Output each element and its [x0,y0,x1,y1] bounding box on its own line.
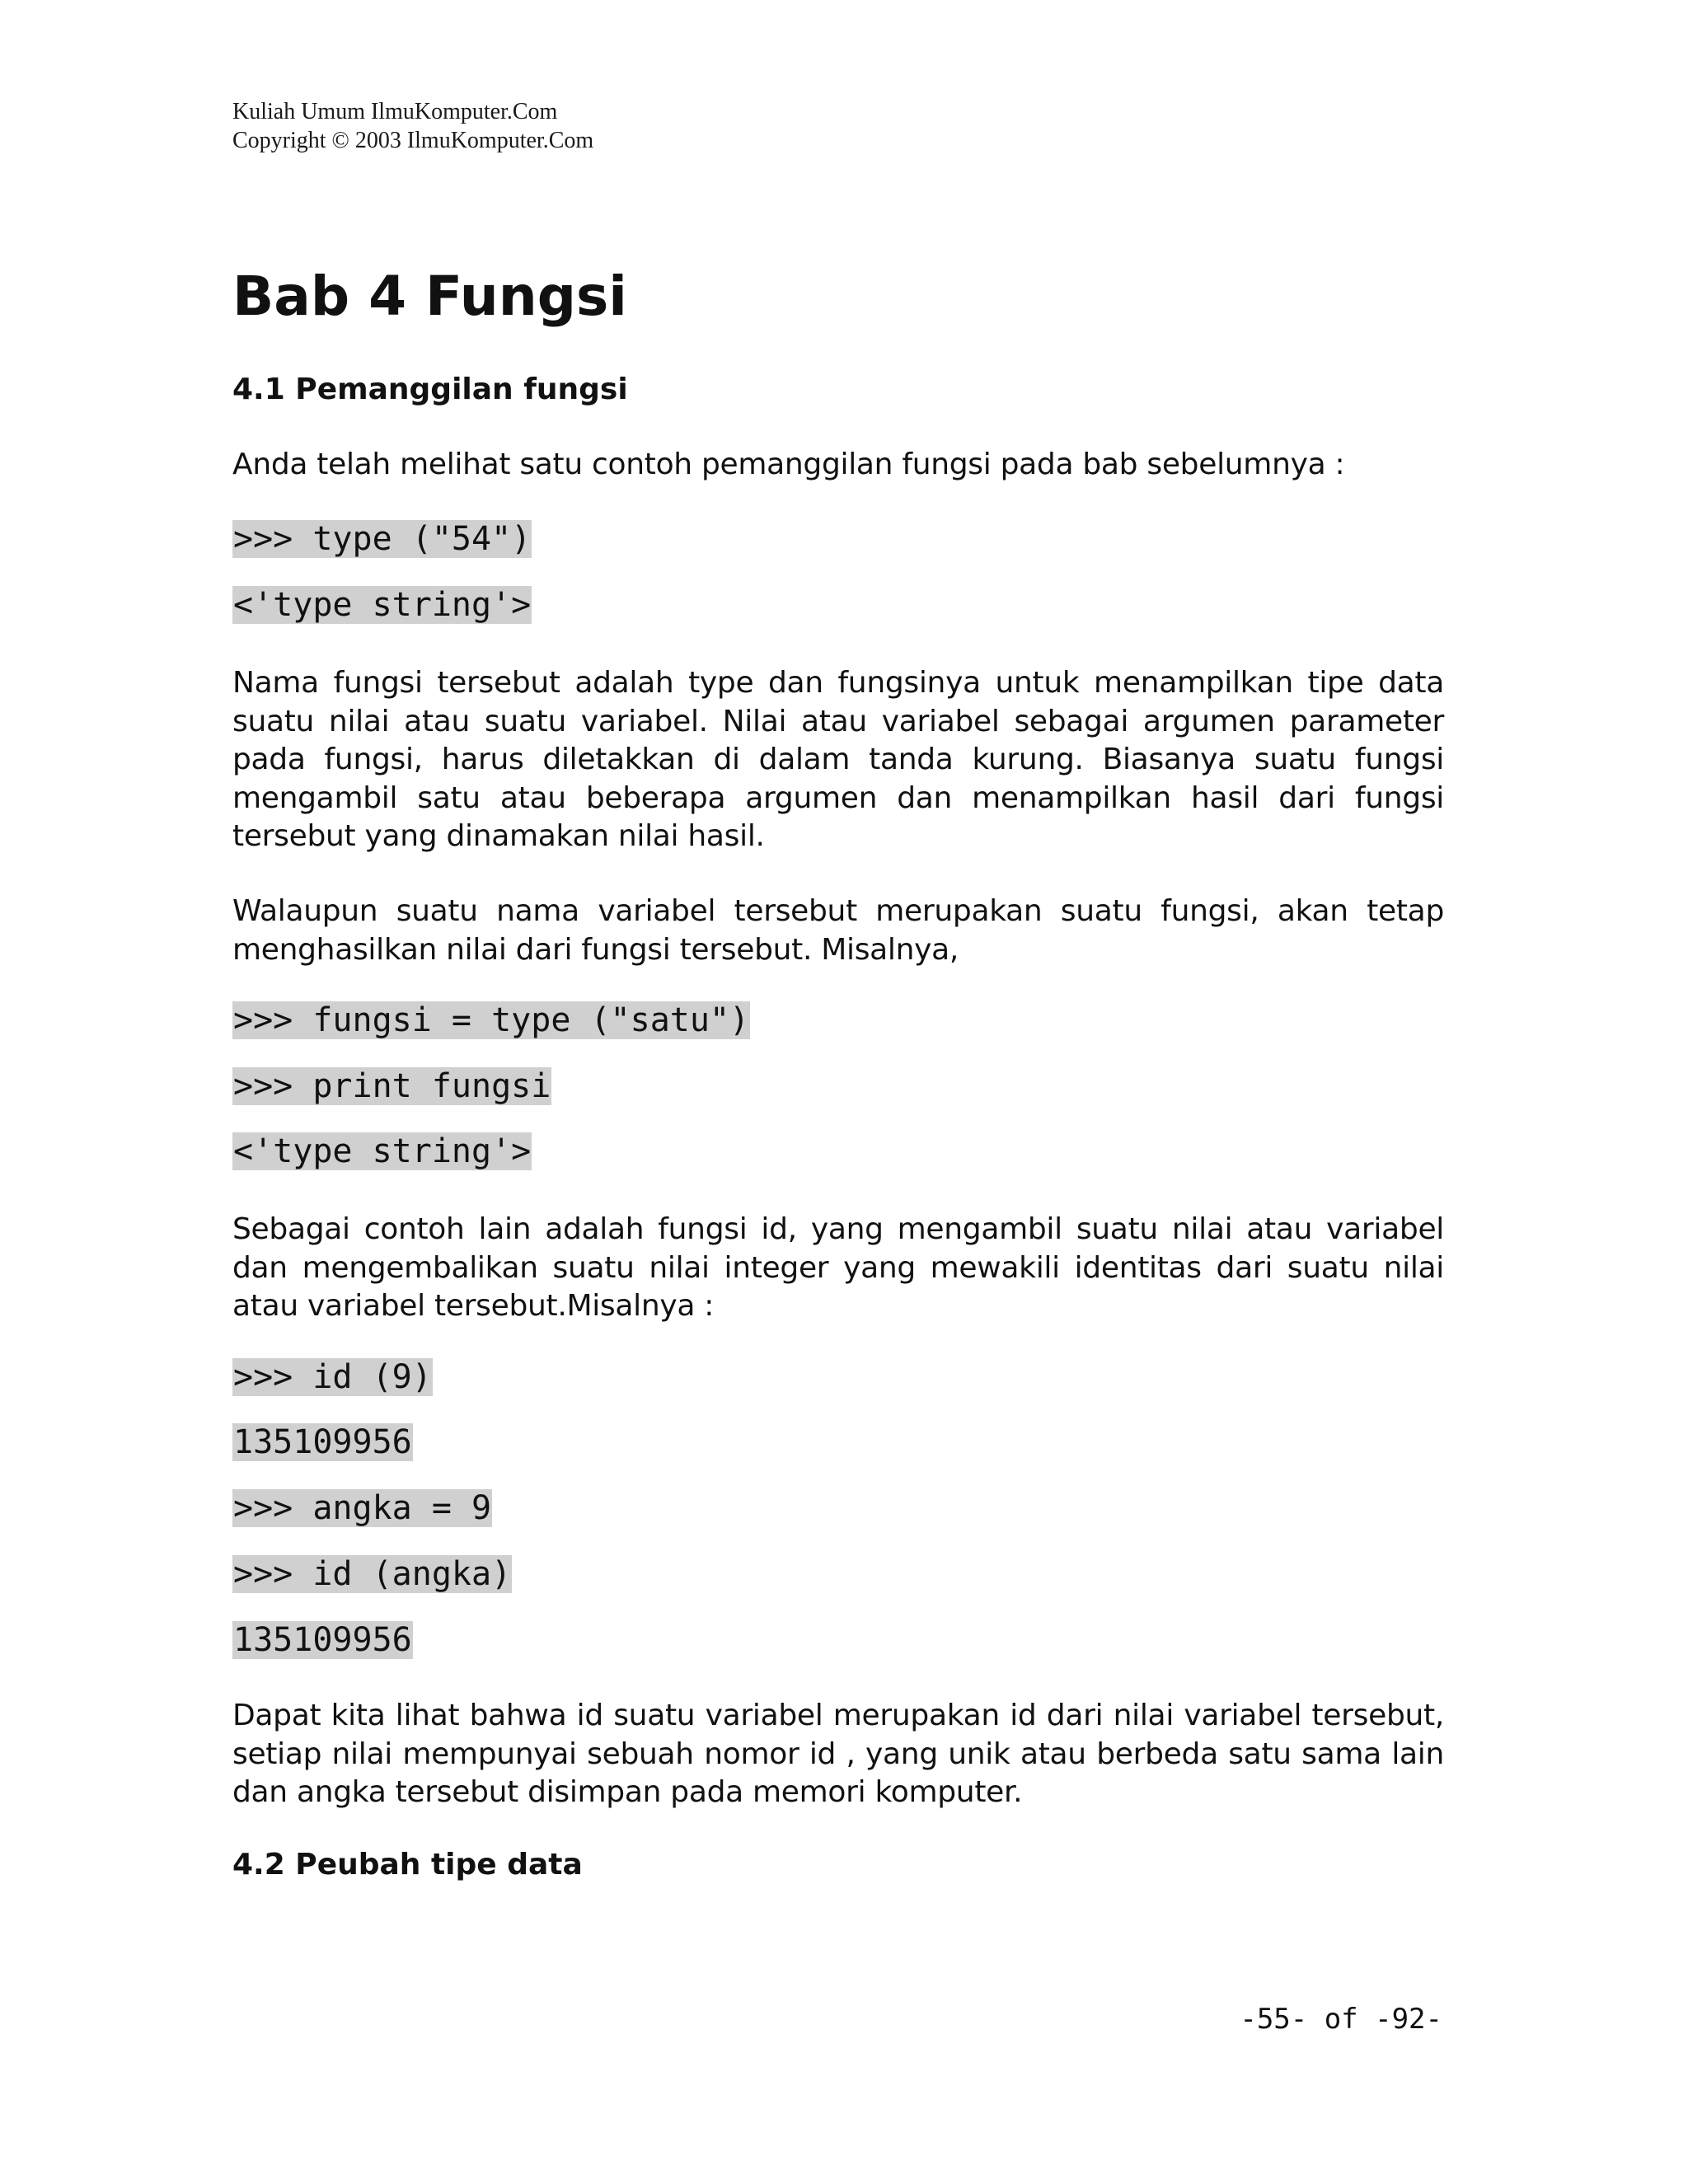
header-line-1: Kuliah Umum IlmuKomputer.Com [232,99,558,124]
paragraph-variable-function: Walaupun suatu nama variabel tersebut merupakan suatu fungsi, akan tetap menghasilkan nilai dari fungsi tersebut. Misalnya, [232,894,1444,967]
code-line [232,1132,532,1171]
code-text: <'type string'> [233,586,532,624]
code-text: >>> fungsi = type ("satu") [233,1001,750,1039]
page-number: -55- of -92- [1240,2003,1442,2036]
code-text: <'type string'> [233,1132,532,1170]
chapter-title: Bab 4 Fungsi [232,265,627,328]
paragraph-id-function: Sebagai contoh lain adalah fungsi id, yang mengambil suatu nilai atau variabel dan mengembalikan suatu nilai integer yang mewakili identitas dari suatu nilai atau variabel tersebut.Misalnya : [232,1212,1444,1323]
code-line [232,1001,750,1040]
intro-paragraph: Anda telah melihat satu contoh pemanggilan fungsi pada bab sebelumnya : [232,448,1345,481]
code-text: >>> angka = 9 [233,1489,492,1527]
code-line [232,585,532,625]
code-line [232,1554,512,1594]
code-line [232,1488,492,1528]
section-heading-4-2: 4.2 Peubah tipe data [232,1848,583,1882]
code-text: >>> id (angka) [233,1555,512,1593]
code-text: >>> type ("54") [233,520,532,558]
code-text: 135109956 [233,1621,412,1659]
code-line [232,1357,433,1397]
paragraph-type-function: Nama fungsi tersebut adalah type dan fungsinya untuk menampilkan tipe data suatu nilai atau suatu variabel. Nilai atau variabel sebagai argumen parameter pada fungsi, harus diletakkan di dalam tanda kurung. Biasanya suatu fungsi mengambil satu atau beberapa argumen dan menampilkan hasil dari fungsi tersebut yang dinamakan nilai hasil. [232,666,1444,853]
section-heading-4-1: 4.1 Pemanggilan fungsi [232,373,628,406]
page-header [232,97,593,155]
code-line [232,519,532,559]
paragraph-id-explanation: Dapat kita lihat bahwa id suatu variabel merupakan id dari nilai variabel tersebut, setiap nilai mempunyai sebuah nomor id , yang unik atau berbeda satu sama lain dan angka tersebut disimpan pada memori komputer. [232,1699,1444,1809]
header-line-2: Copyright © 2003 IlmuKomputer.Com [232,128,594,153]
code-line [232,1422,413,1462]
code-line [232,1620,413,1660]
code-text: >>> id (9) [233,1358,432,1396]
code-text: >>> print fungsi [233,1067,551,1105]
code-text: 135109956 [233,1423,412,1461]
code-line [232,1066,551,1106]
